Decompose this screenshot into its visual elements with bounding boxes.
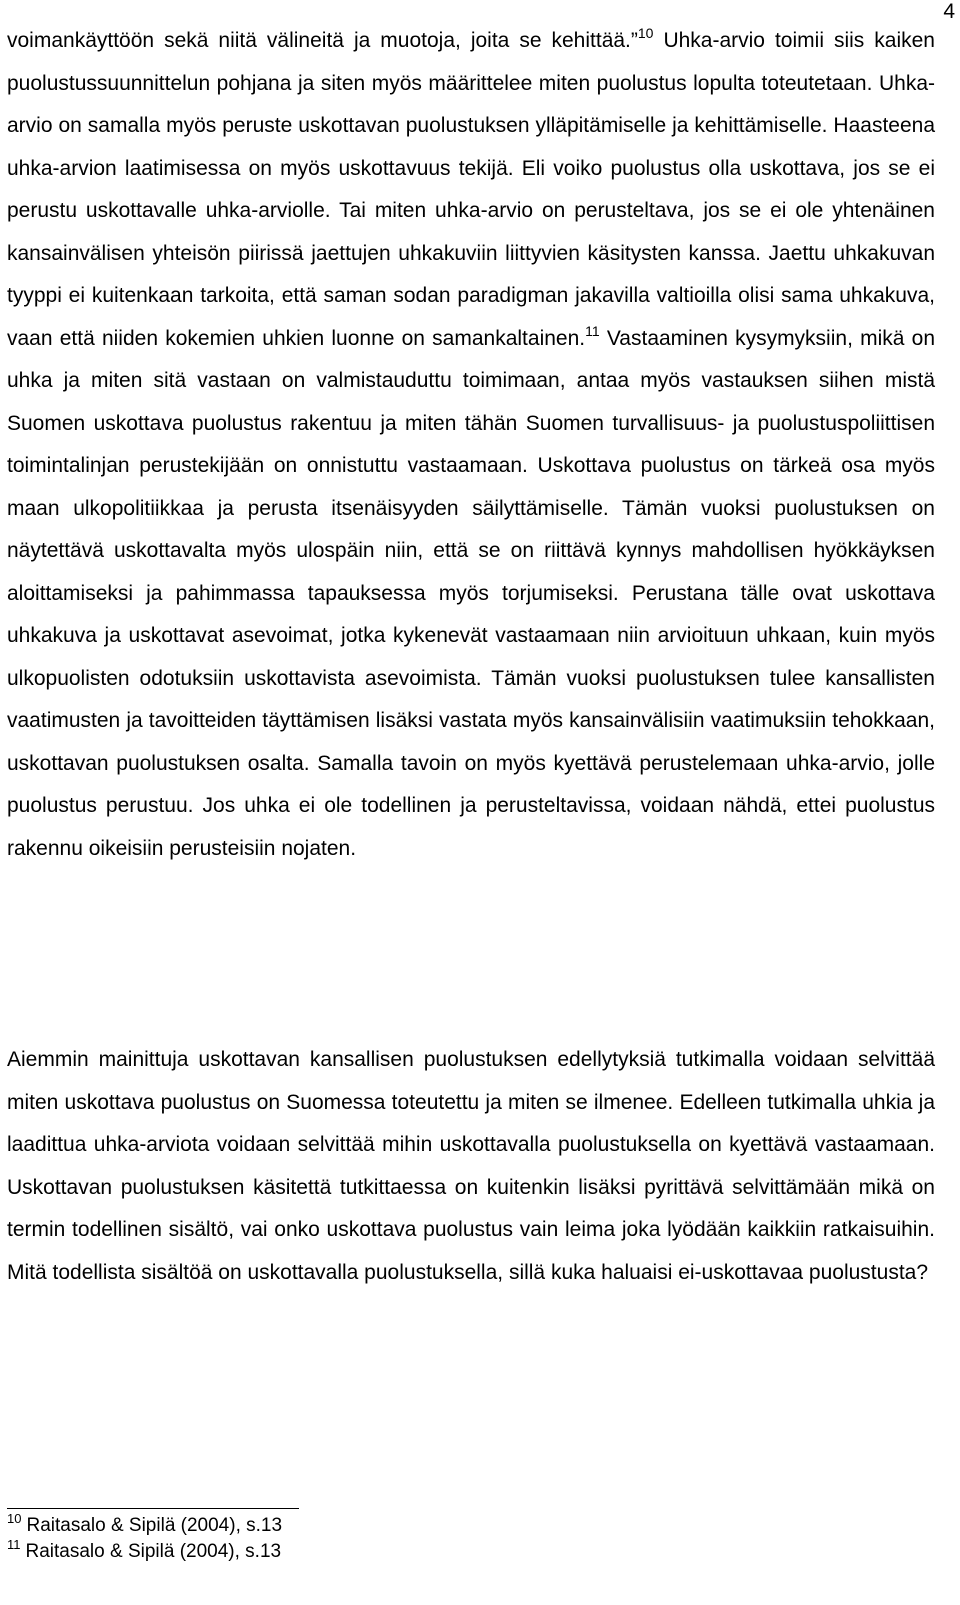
footnote-number: 10 (7, 1511, 22, 1526)
footnote-text: Raitasalo & Sipilä (2004), s.13 (25, 1541, 282, 1562)
body-paragraph-2 (7, 1039, 935, 1294)
paragraph-1-text-a: voimankäyttöön sekä niitä välineitä ja muotoja, joita se kehittää.” (7, 29, 638, 52)
body-paragraph-1 (7, 20, 935, 870)
paragraph-1-text-c: Vastaaminen kysymyksiin, mikä on uhka ja miten sitä vastaan on valmistauduttu toimimaan, antaa myös vastauksen siihen mistä Suomen uskottava puolustus rakentuu ja miten tähän Suomen turvallisuus- ja puolustuspoliittisen toimintalinjan perustekijään on onnistuttu vastaamaan. Uskottava puolustus on tärkeä osa myös maan ulkopolitiikkaa ja perusta itsenäisyyden säilyttämiselle. Tämän vuoksi puolustuksen on näytettävä uskottavalta myös ulospäin niin, että se on riittävä kynnys mahdollisen hyökkäyksen aloittamiseksi ja pahimmassa tapauksessa myös torjumiseksi. Perustana tälle ovat uskottava uhkakuva ja uskottavat asevoimat, jotka kykenevät vastaamaan niin arvioituun uhkaan, kuin myös ulkopuolisten odotuksiin uskottavista asevoimista. Tämän vuoksi puolustuksen tulee kansallisten vaatimusten ja tavoitteiden täyttämisen lisäksi vastata myös kansainvälisiin vaatimuksiin tehokkaan, uskottavan puolustuksen osalta. Samalla tavoin on myös kyettävä perustelemaan uhka-arvio, jolle puolustus perustuu. Jos uhka ei ole todellinen ja perusteltavissa, voidaan nähdä, ettei puolustus rakennu oikeisiin perusteisiin nojaten. (7, 326, 935, 860)
footnote-ref-11[interactable]: 11 (585, 322, 600, 339)
footnote-text: Raitasalo & Sipilä (2004), s.13 (26, 1515, 283, 1536)
footnote-number: 11 (7, 1537, 21, 1552)
paragraph-2-text: Aiemmin mainittuja uskottavan kansallisen puolustuksen edellytyksiä tutkimalla voidaan selvittää miten uskottava puolustus on Suomessa toteutettu ja miten se ilmenee. Edelleen tutkimalla uhkia ja laadittua uhka-arviota voidaan selvittää mihin uskottavalla puolustuksella on kyettävä vastaamaan. Uskottavan puolustuksen käsitettä tutkittaessa on kuitenkin lisäksi pyrittävä selvittämään mikä on termin todellinen sisältö, vai onko uskottava puolustus vain leima joka lyödään kaikkiin ratkaisuihin. Mitä todellista sisältöä on uskottavalla puolustuksella, sillä kuka haluaisi ei-uskottavaa puolustusta? (7, 1048, 935, 1284)
footnote-ref-10[interactable]: 10 (637, 25, 654, 41)
footnote-10 (7, 1513, 282, 1539)
footnote-11 (7, 1539, 282, 1565)
paragraph-1-text-b: Uhka-arvio toimii siis kaiken puolustussuunnittelun pohjana ja siten myös määrittelee miten puolustus lopulta toteutetaan. Uhka-arvio on samalla myös peruste uskottavan puolustuksen ylläpitämiselle ja kehittämiselle. Haasteena uhka-arvion laatimisessa on myös uskottavuus tekijä. Eli voiko puolustus olla uskottava, jos se ei perustu uskottavalle uhka-arviolle. Tai miten uhka-arvio on perusteltava, jos se ei ole yhtenäinen kansainvälisen yhteisön piirissä jaettujen uhkakuviin liittyvien käsitysten kanssa. Jaettu uhkakuvan tyyppi ei kuitenkaan tarkoita, että saman sodan paradigman jakavilla valtioilla olisi sama uhkakuva, vaan että niiden kokemien uhkien luonne on samankaltainen. (7, 29, 935, 350)
footnote-separator (7, 1508, 299, 1509)
footnotes (7, 1513, 282, 1565)
page-number: 4 (943, 0, 955, 23)
